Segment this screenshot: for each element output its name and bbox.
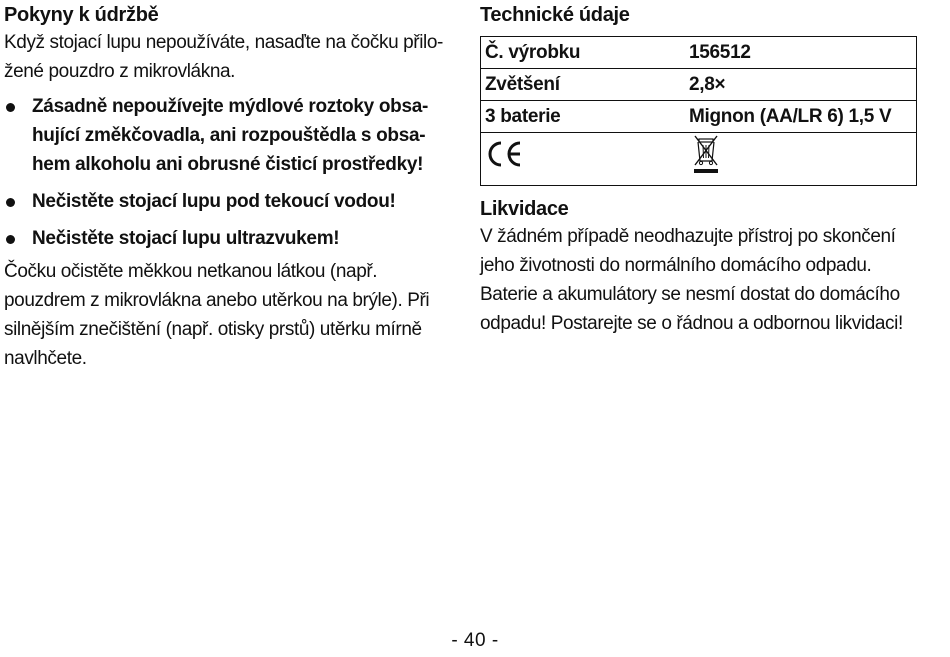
text-line: navlhčete. [4,348,87,369]
left-column [4,2,444,373]
marks-row [481,133,917,186]
crossed-out-bin-icon [691,133,721,185]
text-line: silnějším znečištění (např. otisky prstů) utěrku mírně [4,319,422,340]
page-number: - 40 - [451,630,499,651]
warning-item [4,92,444,179]
warning-item [4,224,444,253]
text-line: hem alkoholu ani obrusné čisticí prostředky! [32,154,424,175]
text-line: žené pouzdro z mikrovlákna. [4,61,236,82]
disposal-heading: Likvidace [480,198,569,220]
maintenance-heading: Pokyny k údržbě [4,4,159,26]
spec-row [481,101,917,133]
right-column [480,2,920,338]
bullet-icon [6,103,15,112]
ce-cell [481,133,686,186]
warning-list [4,92,444,253]
spec-value: 156512 [685,37,917,69]
text-line: V žádném případě neodhazujte přístroj po skončení [480,226,896,247]
text-line: Baterie a akumulátory se nesmí dostat do domácího [480,284,900,305]
bullet-icon [6,198,15,207]
spec-label: Zvětšení [481,69,686,101]
text-line: hující změkčovadla, ani rozpouštědla s obsa- [32,125,426,146]
text-line: Čočku očistěte měkkou netkanou látkou (např. [4,261,378,282]
spec-row [481,69,917,101]
spec-label: 3 baterie [481,101,686,133]
spec-value: Mignon (AA/LR 6) 1,5 V [685,101,917,133]
text-line: Nečistěte stojací lupu pod tekoucí vodou! [32,191,396,212]
spec-label: Č. výrobku [481,37,686,69]
spec-value: 2,8× [685,69,917,101]
text-line: jeho životnosti do normálního domácího odpadu. [480,255,872,276]
maintenance-intro [4,28,444,86]
text-line: Když stojací lupu nepoužíváte, nasaďte na čočku přilo- [4,32,443,53]
weee-cell [685,133,917,186]
ce-mark-icon [485,139,525,179]
text-line: Nečistěte stojací lupu ultrazvukem! [32,228,340,249]
warning-item [4,187,444,216]
text-line: Zásadně nepoužívejte mýdlové roztoky obsa- [32,96,429,117]
cleaning-instructions [4,257,444,373]
text-line: pouzdrem z mikrovlákna anebo utěrkou na brýle). Při [4,290,430,311]
spec-table [480,36,917,186]
disposal-text [480,222,920,338]
text-line: odpadu! Postarejte se o řádnou a odbornou likvidaci! [480,313,903,334]
bullet-icon [6,235,15,244]
technical-heading: Technické údaje [480,4,630,26]
spec-row [481,37,917,69]
